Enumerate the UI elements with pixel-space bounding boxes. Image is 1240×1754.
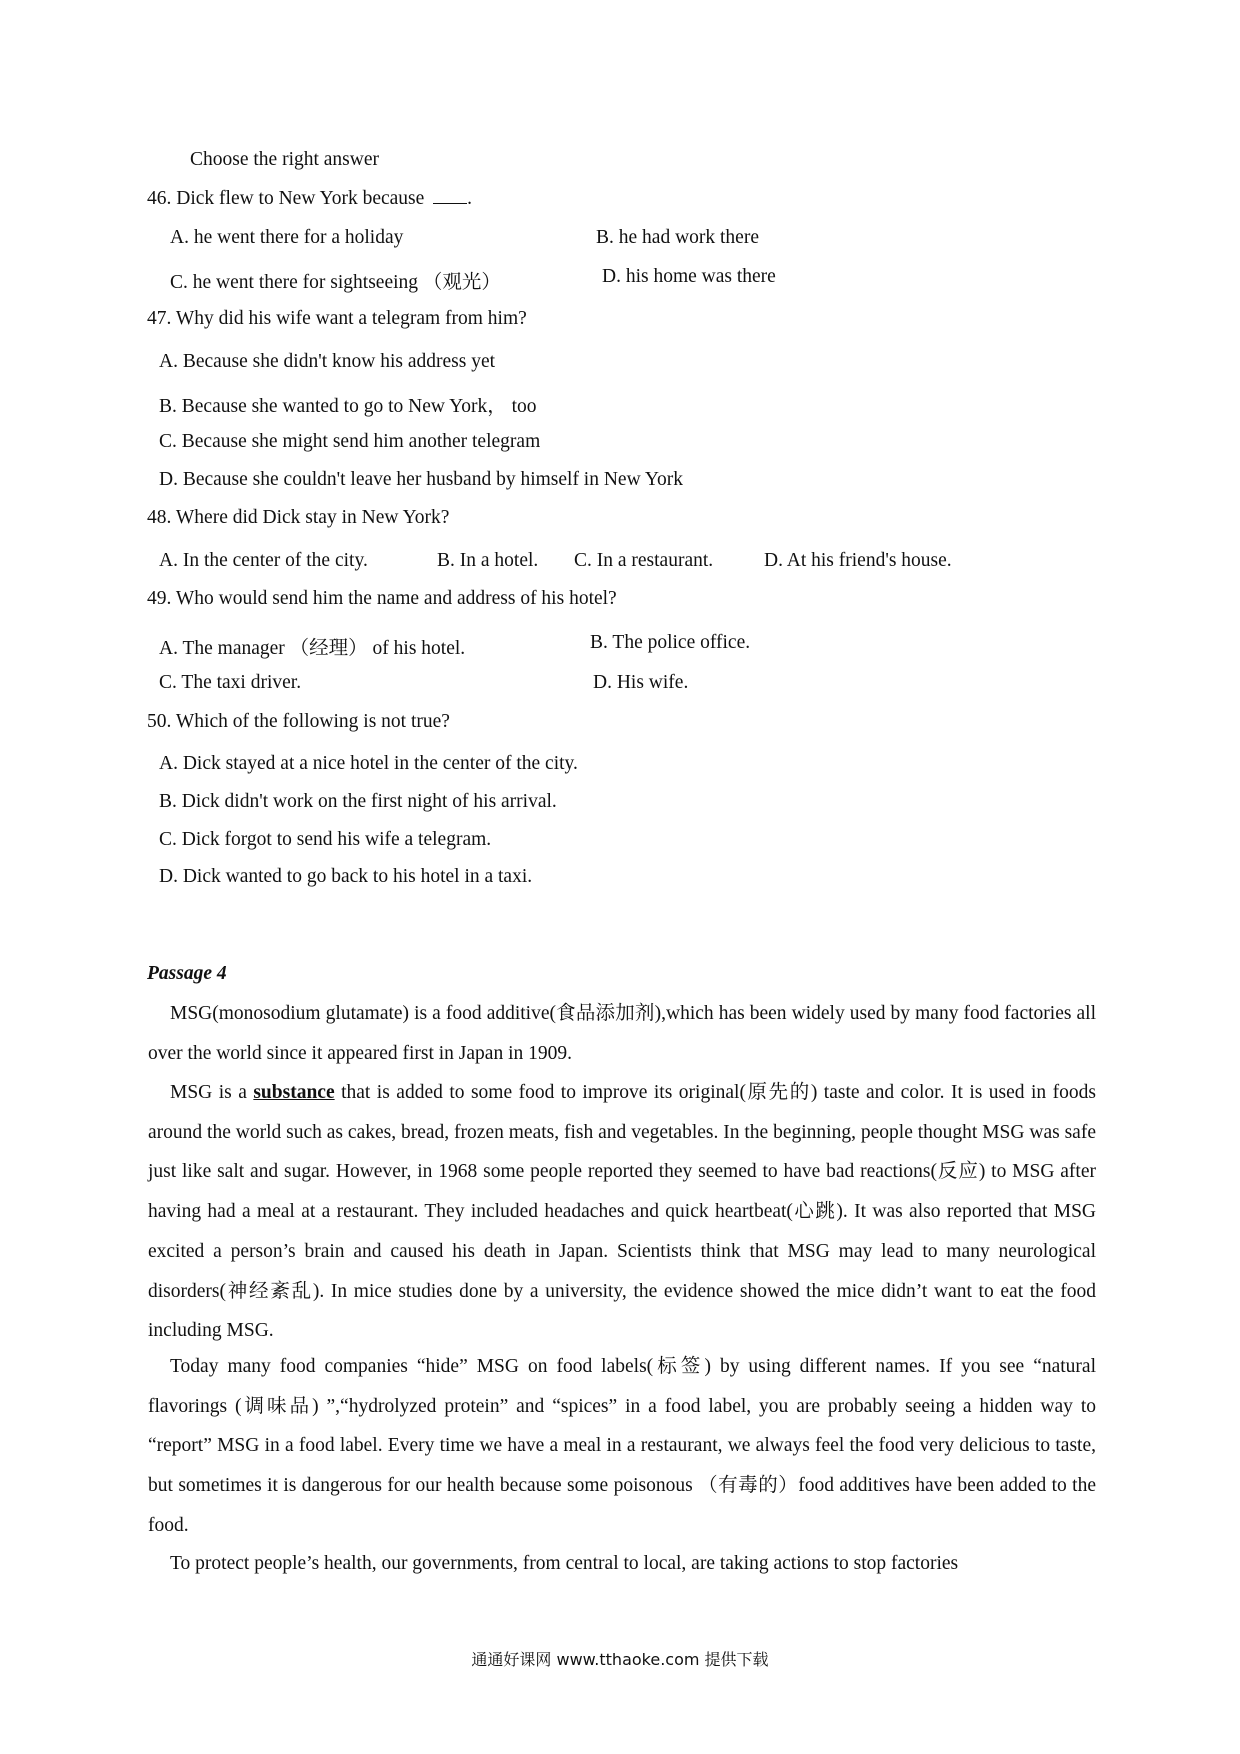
- question-46-stem-end: .: [467, 188, 473, 209]
- q48-option-c: C. In a restaurant.: [574, 550, 714, 571]
- q46-option-a: A. he went there for a holiday: [170, 227, 404, 248]
- passage-paragraph-4: [148, 1544, 1096, 1584]
- passage-paragraph-1: [148, 994, 1096, 1073]
- passage-p2-before: MSG is a: [170, 1082, 254, 1103]
- question-46: [147, 189, 472, 209]
- q48-option-d: D. At his friend's house.: [764, 550, 952, 571]
- q47-option-b: B. Because she wanted to go to New York， too: [159, 396, 537, 417]
- instruction: Choose the right answer: [190, 149, 380, 170]
- q47-option-a: A. Because she didn't know his address yet: [159, 351, 496, 372]
- q49-option-a: A. The manager （经理） of his hotel.: [159, 638, 466, 659]
- passage-p4-text: To protect people’s health, our governments, from central to local, are taking actions to stop factories: [170, 1553, 959, 1574]
- footer-watermark: 通通好课网 www.tthaoke.com 提供下载: [471, 1650, 769, 1669]
- passage-paragraph-2: [148, 1073, 1096, 1351]
- q50-option-c: C. Dick forgot to send his wife a telegram.: [159, 829, 492, 850]
- passage-p3-text: Today many food companies “hide” MSG on food labels(标签) by using different names. If you see “natural flavorings (调味品) ”,“hydrolyzed protein” and “spices” in a food label, you are probably seeing a hidden way to “report” MSG in a food label. Every time we have a meal in a restaurant, we always feel the food very delicious to taste, but sometimes it is dangerous for our health because some poisonous （有毒的）food additives have been added to the food.: [148, 1356, 1096, 1536]
- q46-option-d: D. his home was there: [602, 266, 776, 287]
- q47-option-d: D. Because she couldn't leave her husband by himself in New York: [159, 469, 683, 490]
- passage-p2-after: that is added to some food to improve its original(原先的) taste and color. It is used in foods around the world such as cakes, bread, frozen meats, fish and vegetables. In the beginning, people thought MSG was safe just like salt and sugar. However, in 1968 some people reported they seemed to have bad reactions(反应) to MSG after having had a meal at a restaurant. They included headaches and quick heartbeat(心跳). It was also reported that MSG excited a person’s brain and caused his death in Japan. Scientists think that MSG may lead to many neurological disorders(神经紊乱). In mice studies done by a university, the evidence showed the mice didn’t want to eat the food including MSG.: [148, 1082, 1096, 1342]
- question-46-stem: 46. Dick flew to New York because: [147, 188, 430, 209]
- q49-option-d: D. His wife.: [593, 672, 689, 693]
- passage-title: Passage 4: [147, 963, 227, 984]
- q50-option-b: B. Dick didn't work on the first night of his arrival.: [159, 791, 557, 812]
- passage-paragraph-3: [148, 1347, 1096, 1546]
- question-49-stem: 49. Who would send him the name and address of his hotel?: [147, 588, 617, 609]
- q50-option-d: D. Dick wanted to go back to his hotel in a taxi.: [159, 866, 533, 887]
- q46-option-c: C. he went there for sightseeing （观光）: [170, 272, 501, 293]
- q49-option-b: B. The police office.: [590, 632, 751, 653]
- keyword-substance: substance: [253, 1082, 335, 1103]
- question-47-stem: 47. Why did his wife want a telegram from him?: [147, 308, 527, 329]
- q48-option-a: A. In the center of the city.: [159, 550, 368, 571]
- answer-blank: [433, 189, 467, 204]
- q47-option-c: C. Because she might send him another telegram: [159, 431, 541, 452]
- q50-option-a: A. Dick stayed at a nice hotel in the center of the city.: [159, 753, 578, 774]
- q48-option-b: B. In a hotel.: [437, 550, 539, 571]
- q46-option-b: B. he had work there: [596, 227, 759, 248]
- q49-option-c: C. The taxi driver.: [159, 672, 302, 693]
- question-48-stem: 48. Where did Dick stay in New York?: [147, 507, 450, 528]
- question-50-stem: 50. Which of the following is not true?: [147, 711, 450, 732]
- passage-p1-text: MSG(monosodium glutamate) is a food additive(食品添加剂),which has been widely used by many food factories all over the world since it appeared first in Japan in 1909.: [148, 1003, 1096, 1064]
